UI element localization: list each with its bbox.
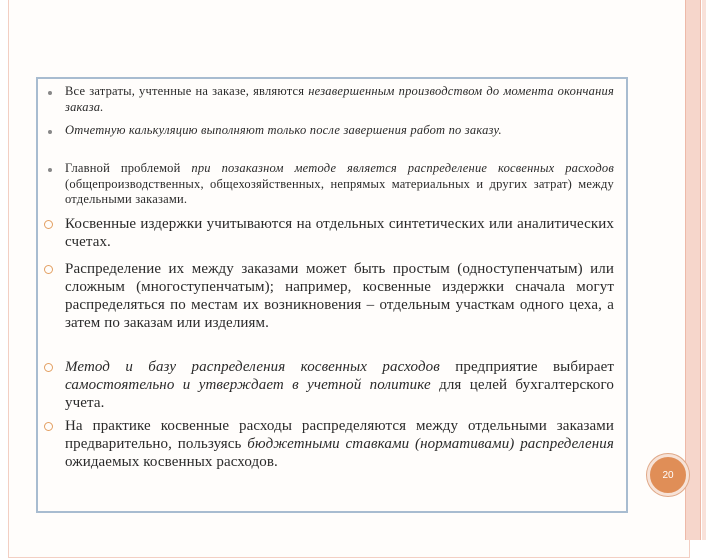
item-text — [65, 123, 614, 139]
item-text — [65, 260, 614, 332]
item-text-part: бюджетными ставками (нормативами) распределения — [247, 436, 614, 452]
page-number-badge — [647, 454, 689, 496]
content-box — [36, 77, 628, 513]
item-text-part: Отчетную калькуляцию выполняют только после завершения работ по заказу. — [65, 123, 502, 137]
item-text-part: Главной проблемой — [65, 161, 192, 175]
item-text — [65, 358, 614, 412]
item-text — [65, 417, 614, 471]
item-text-part: при позаказном методе является распределение косвенных расходов — [191, 161, 615, 175]
decorative-side-stripe-thin — [702, 0, 706, 540]
item-text-part: Все затраты, учтенные на заказе, являются — [65, 84, 309, 98]
decorative-side-stripe — [685, 0, 701, 540]
bullet-dot-icon — [48, 91, 52, 95]
item-text-part: для целей бухгалтерского учета. — [65, 377, 614, 411]
item-text-part: На практике косвенные расходы распределяются между отдельными заказами предварительно, пользуясь — [65, 418, 614, 452]
page-number: 20 — [662, 469, 674, 481]
item-text-part: незавершенным производством до момента окончания заказа. — [65, 84, 614, 114]
bullet-ring-icon — [44, 265, 53, 274]
item-text-part: ожидаемых косвенных расходов. — [65, 454, 278, 470]
bullet-dot-icon — [48, 168, 52, 172]
item-text-part: Распределение их между заказами может быть простым (одноступенчатым) или сложным (многоступенчатым); например, косвенные издержки сначала могут распределяться по местам их возникновения – отдельным участкам одного цеха, а затем по заказам или изделиям. — [65, 261, 614, 331]
bullet-dot-icon — [48, 130, 52, 134]
item-text — [65, 161, 614, 208]
item-text-part: (общепроизводственных, общехозяйственных, непрямых материальных и других затрат) между отдельными заказами. — [65, 176, 614, 206]
item-text — [65, 84, 614, 115]
bullet-ring-icon — [44, 422, 53, 431]
item-text-part: самостоятельно и утверждает в учетной политике — [65, 377, 431, 393]
item-text-part: Косвенные издержки учитываются на отдельных синтетических или аналитических счетах. — [65, 216, 614, 250]
item-text-part: Метод и базу распределения косвенных расходов — [65, 359, 440, 375]
item-text-part: предприятие выбирает — [439, 359, 614, 375]
item-text — [65, 215, 614, 251]
bullet-ring-icon — [44, 220, 53, 229]
bullet-ring-icon — [44, 363, 53, 372]
